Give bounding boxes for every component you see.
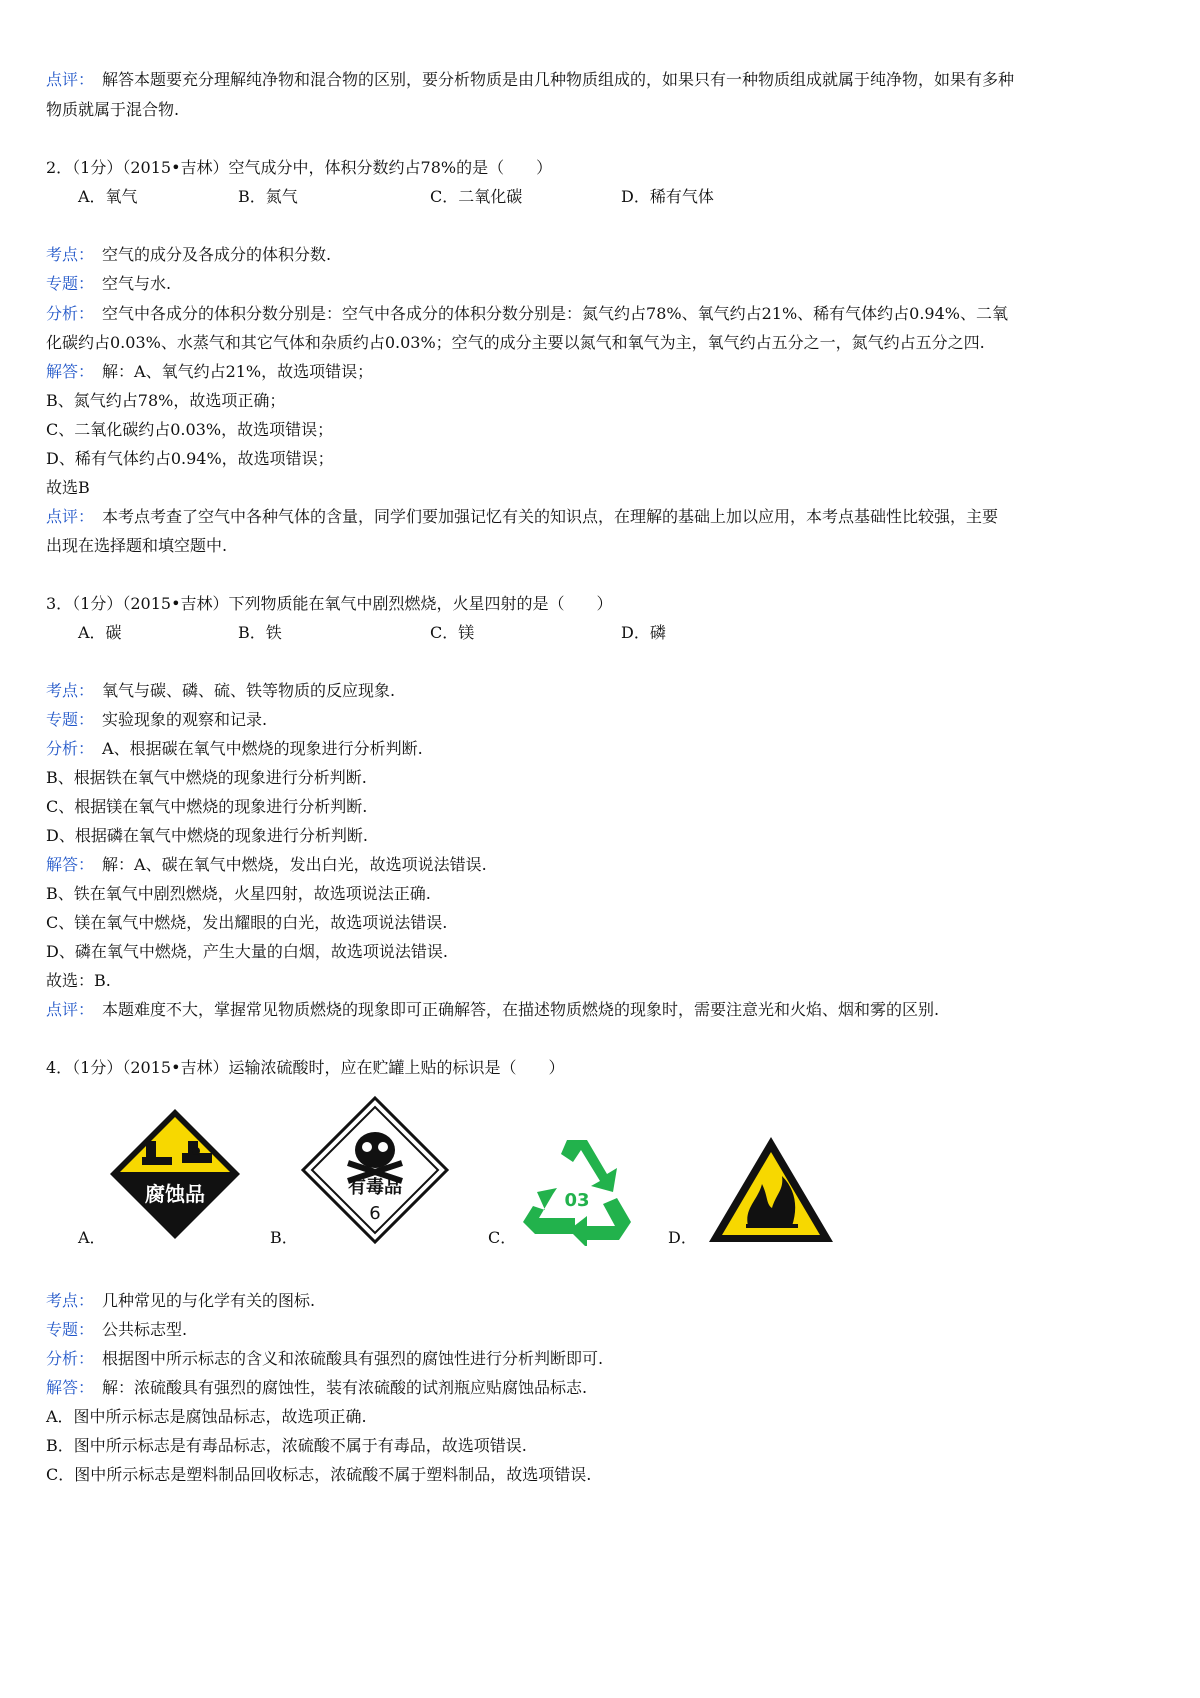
fenxi-line: 分析： A、根据碳在氧气中燃烧的现象进行分析判断.: [46, 739, 423, 758]
flammable-sign-icon: [706, 1134, 836, 1246]
q2-option-a: A．氧气: [78, 187, 138, 206]
jieda-line: A．图中所示标志是腐蚀品标志，故选项正确.: [46, 1407, 367, 1426]
jieda-line: C、二氧化碳约占0.03%，故选项错误；: [46, 420, 334, 439]
q2-option-b: B．氮气: [238, 187, 298, 206]
jieda-line: 解答： 解：A、碳在氧气中燃烧，发出白光，故选项说法错误.: [46, 855, 487, 874]
dianping-line: 点评： 本考点考查了空气中各种气体的含量，同学们要加强记忆有关的知识点，在理解的基础上加以应用，本考点基础性比较强，主要: [46, 507, 999, 526]
jieda-line: B、氮气约占78%，故选项正确；: [46, 391, 286, 410]
q3-option-d: D．磷: [621, 623, 666, 642]
jieda-line: 解答： 解：浓硫酸具有强烈的腐蚀性，装有浓硫酸的试剂瓶应贴腐蚀品标志.: [46, 1378, 588, 1397]
fenxi-line: C、根据镁在氧气中燃烧的现象进行分析判断.: [46, 797, 368, 816]
q4-option-c: C．: [488, 1228, 517, 1247]
question-4-stem: 4．（1分）（2015•吉林）运输浓硫酸时，应在贮罐上贴的标识是（ ）: [46, 1058, 565, 1077]
recycle-sign-icon: [515, 1130, 639, 1246]
q4-option-a: A．: [78, 1228, 106, 1247]
fenxi-line: D、根据磷在氧气中燃烧的现象进行分析判断.: [46, 826, 368, 845]
q3-option-a: A．碳: [78, 623, 122, 642]
jieda-line: B、铁在氧气中剧烈燃烧，火星四射，故选项说法正确.: [46, 884, 431, 903]
q3-option-b: B．铁: [238, 623, 282, 642]
jieda-line: C．图中所示标志是塑料制品回收标志，浓硫酸不属于塑料制品，故选项错误.: [46, 1465, 592, 1484]
toxic-sign-text: 有毒品: [348, 1177, 402, 1198]
comment-line: 点评： 解答本题要充分理解纯净物和混合物的区别，要分析物质是由几种物质组成的，如果只有一种物质组成就属于纯净物，如果有多种: [46, 70, 1015, 89]
q2-option-d: D．稀有气体: [621, 187, 714, 206]
kaodian-line: 考点： 空气的成分及各成分的体积分数.: [46, 245, 332, 264]
corrosive-sign-icon: [108, 1107, 242, 1241]
question-3-stem: 3．（1分）（2015•吉林）下列物质能在氧气中剧烈燃烧，火星四射的是（ ）: [46, 594, 613, 613]
jieda-line: 故选B: [46, 478, 90, 497]
kaodian-line: 考点： 氧气与碳、磷、硫、铁等物质的反应现象.: [46, 681, 396, 700]
recycle-code: 03: [564, 1190, 590, 1211]
jieda-line: 解答： 解：A、氧气约占21%，故选项错误；: [46, 362, 374, 381]
q4-option-b: B．: [270, 1228, 298, 1247]
toxic-class-number: 6: [369, 1203, 381, 1224]
jieda-line: D、稀有气体约占0.94%，故选项错误；: [46, 449, 334, 468]
corrosive-sign-text: 腐蚀品: [145, 1182, 205, 1206]
kaodian-line: 考点： 几种常见的与化学有关的图标.: [46, 1291, 316, 1310]
jieda-line: B．图中所示标志是有毒品标志，浓硫酸不属于有毒品，故选项错误.: [46, 1436, 527, 1455]
jieda-line: D、磷在氧气中燃烧，产生大量的白烟，故选项说法错误.: [46, 942, 448, 961]
jieda-line: C、镁在氧气中燃烧，发出耀眼的白光，故选项说法错误.: [46, 913, 448, 932]
zhuanti-line: 专题： 公共标志型.: [46, 1320, 188, 1339]
q2-option-c: C．二氧化碳: [430, 187, 523, 206]
comment-line: 物质就属于混合物.: [46, 100, 180, 119]
dianping-line: 出现在选择题和填空题中.: [46, 536, 228, 555]
jieda-line: 故选：B.: [46, 971, 111, 990]
fenxi-line: B、根据铁在氧气中燃烧的现象进行分析判断.: [46, 768, 367, 787]
q4-option-d: D．: [668, 1228, 697, 1247]
toxic-sign-icon: [300, 1095, 450, 1245]
fenxi-line: 分析： 空气中各成分的体积分数分别是：空气中各成分的体积分数分别是：氮气约占78%、氧气约占21%、稀有气体约占0.94%、二氧: [46, 304, 1008, 323]
fenxi-line: 分析： 根据图中所示标志的含义和浓硫酸具有强烈的腐蚀性进行分析判断即可.: [46, 1349, 604, 1368]
dianping-line: 点评： 本题难度不大，掌握常见物质燃烧的现象即可正确解答，在描述物质燃烧的现象时，需要注意光和火焰、烟和雾的区别.: [46, 1000, 940, 1019]
zhuanti-line: 专题： 实验现象的观察和记录.: [46, 710, 268, 729]
question-2-stem: 2．（1分）（2015•吉林）空气成分中，体积分数约占78%的是（ ）: [46, 158, 553, 177]
fenxi-line: 化碳约占0.03%、水蒸气和其它气体和杂质约占0.03%；空气的成分主要以氮气和氧气为主，氧气约占五分之一，氮气约占五分之四.: [46, 333, 985, 352]
comment-label: 点评：: [46, 70, 95, 89]
zhuanti-line: 专题： 空气与水.: [46, 274, 172, 293]
q3-option-c: C．镁: [430, 623, 475, 642]
